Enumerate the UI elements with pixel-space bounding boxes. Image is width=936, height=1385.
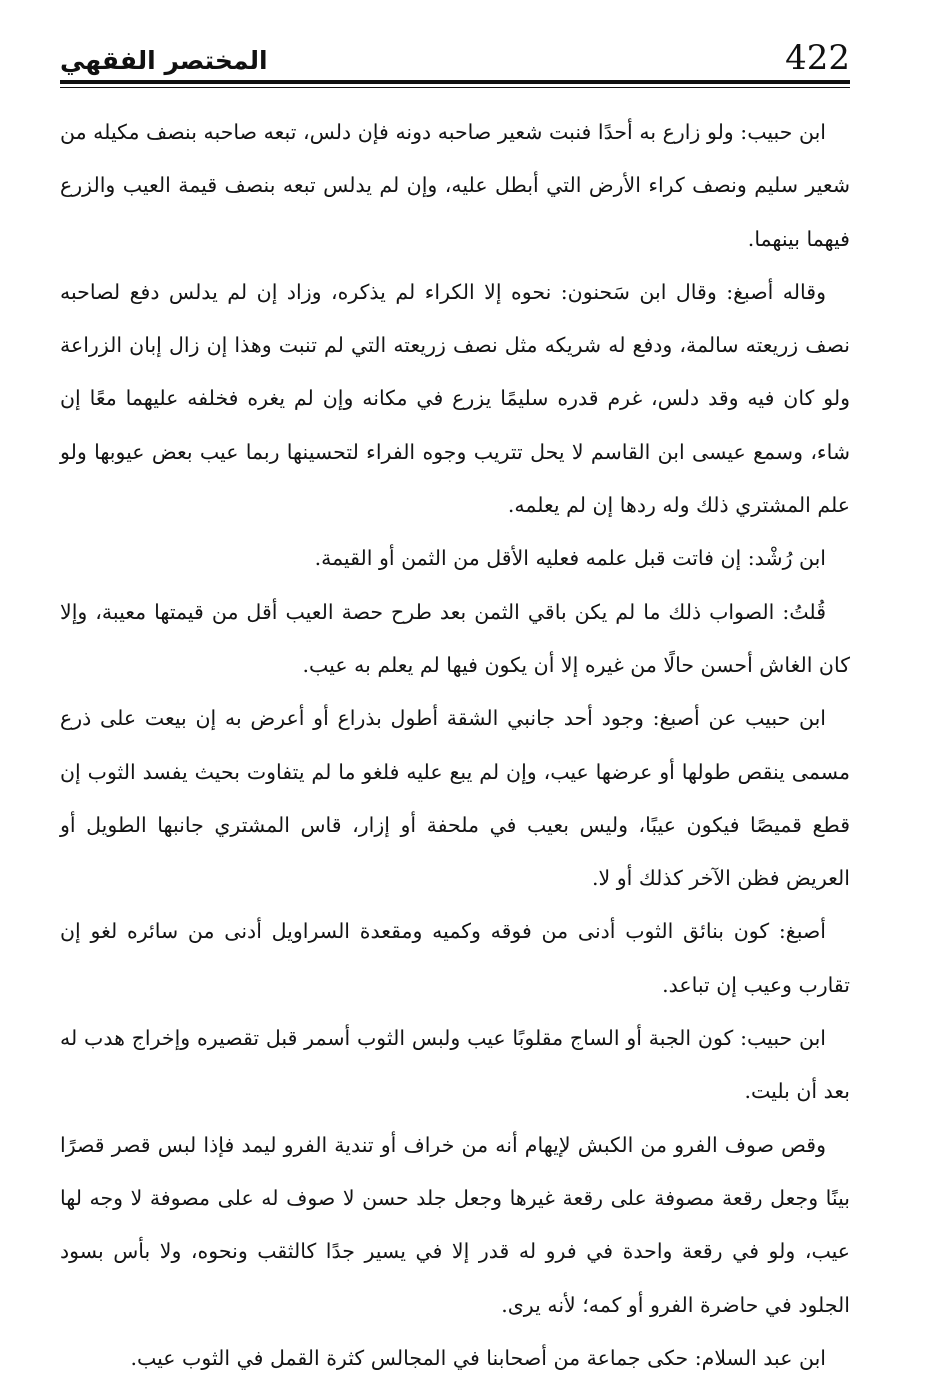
paragraph-6: أصبغ: كون بنائق الثوب أدنى من فوقه وكميه ومقعدة السراويل أدنى من سائره لغو إن تقارب وعيب إن تباعد.: [60, 919, 850, 997]
page-body: [60, 106, 850, 1385]
header-rule-thin: [60, 87, 850, 88]
page-number: 422: [785, 38, 850, 78]
paragraph-5: ابن حبيب عن أصبغ: وجود أحد جانبي الشقة أطول بذراع أو أعرض به إن بيعت على ذرع مسمى ينقص طولها أو عرضها عيب، وإن لم يبع عليه فلغو ما لم يتفاوت بحيث يفسد الثوب إن قطع قميصًا فيكون عيبًا، وليس بعيب في ملحفة أو إزار، قاس المشتري جانبها الطويل أو العريض فظن الآخر كذلك أو لا.: [60, 706, 850, 891]
paragraph-9: ابن عبد السلام: حكى جماعة من أصحابنا في المجالس كثرة القمل في الثوب عيب.: [130, 1345, 826, 1370]
paragraph-1: ابن حبيب: ولو زارع به أحدًا فنبت شعير صاحبه دونه فإن دلس، تبعه صاحبه بنصف مكيله من شعير سليم ونصف كراء الأرض التي أبطل عليه، وإن لم يدلس تبعه بنصف قيمة العيب والزرع فيهما بينهما.: [60, 120, 850, 251]
paragraph-3: ابن رُشْد: إن فاتت قبل علمه فعليه الأقل من الثمن أو القيمة.: [314, 546, 826, 571]
paragraph-8: وقص صوف الفرو من الكبش لإيهام أنه من خراف أو تندية الفرو ليمد فإذا لبس قصر قصرًا بينًا وجعل رقعة مصوفة على رقعة غيرها وجعل جلد حسن لا صوف له على مصوفة لا وجه لها عيب، ولو في رقعة واحدة في فرو له قدر إلا في يسير جدًا كالثقب ونحوه، ولا بأس بسود الجلود في حاضرة الفرو أو كمه؛ لأنه يرى.: [60, 1132, 850, 1317]
book-title: المختصر الفقهي: [60, 46, 268, 75]
paragraph-4: قُلتُ: الصواب ذلك ما لم يكن باقي الثمن بعد طرح حصة العيب أقل من قيمتها معيبة، وإلا كان الغاش أحسن حالًا من غيره إلا أن يكون فيها لم يعلم به عيب.: [60, 599, 850, 677]
paragraph-2: وقاله أصبغ: وقال ابن سَحنون: نحوه إلا الكراء لم يذكره، وزاد إن لم يدلس دفع لصاحبه نصف زريعته سالمة، ودفع له شريكه مثل نصف زريعته التي لم تنبت وهذا إن زال إبان الزراعة ولو كان فيه وقد دلس، غرم قدره سليمًا يزرع في مكانه وإن لم يغره فخلفه عليهما معًا إن شاء، وسمع عيسى ابن القاسم لا يحل تتريب وجوه الفراء لتحسينها ربما عيب بعض عيوبها ولو علم المشتري ذلك وله ردها إن لم يعلمه.: [60, 279, 850, 518]
page-header: [60, 30, 850, 90]
paragraph-7: ابن حبيب: كون الجبة أو الساج مقلوبًا عيب ولبس الثوب أسمر قبل تقصيره وإخراج هدب له بعد أن بليت.: [60, 1026, 850, 1104]
header-rule-thick: [60, 80, 850, 84]
